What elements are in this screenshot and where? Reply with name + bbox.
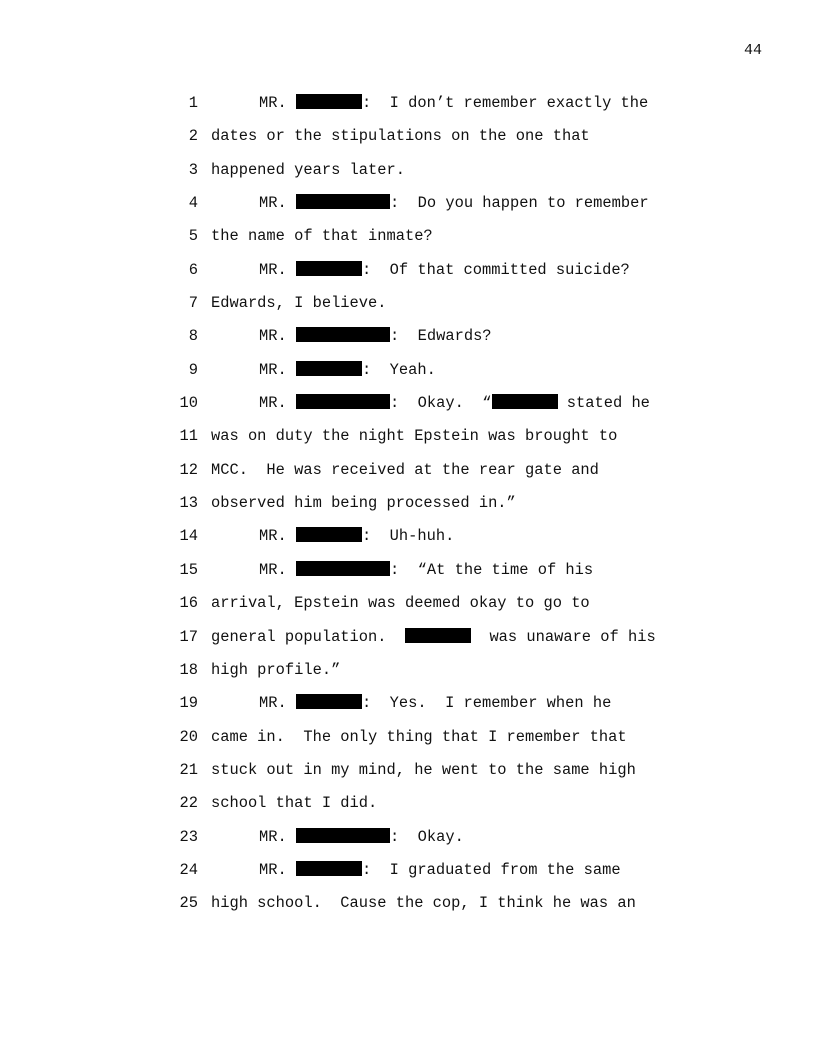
line-number: 5 bbox=[188, 227, 198, 246]
line-text bbox=[211, 792, 377, 814]
text-segment: : Yes. I remember when he bbox=[361, 694, 612, 713]
text-segment: : Do you happen to remember bbox=[389, 194, 649, 213]
text-segment: MR. bbox=[259, 327, 296, 346]
line-number: 14 bbox=[179, 527, 198, 546]
page-number: 44 bbox=[743, 42, 762, 59]
line-text bbox=[211, 292, 386, 314]
line-text bbox=[211, 225, 433, 247]
transcript-line bbox=[0, 592, 816, 625]
text-segment: school that I did. bbox=[211, 794, 378, 813]
line-number: 18 bbox=[179, 660, 198, 679]
text-segment: : Okay. bbox=[389, 827, 464, 846]
text-segment: high profile.” bbox=[211, 660, 341, 679]
transcript-line bbox=[0, 159, 816, 192]
text-segment: MR. bbox=[259, 860, 296, 879]
transcript-line bbox=[0, 759, 816, 792]
text-segment: stuck out in my mind, he went to the same high bbox=[211, 760, 636, 779]
line-text bbox=[211, 759, 636, 781]
line-number: 24 bbox=[179, 860, 198, 879]
text-segment: : Okay. “ bbox=[389, 394, 492, 413]
line-number: 19 bbox=[179, 694, 198, 713]
text-segment: MCC. He was received at the rear gate and bbox=[211, 460, 599, 479]
redaction-box bbox=[405, 628, 471, 643]
redaction-box bbox=[296, 194, 390, 209]
transcript-line bbox=[0, 525, 816, 558]
text-segment: : I don’t remember exactly the bbox=[361, 94, 649, 112]
line-text bbox=[211, 659, 340, 681]
text-segment: MR. bbox=[259, 527, 296, 546]
redaction-box bbox=[296, 94, 362, 109]
line-text bbox=[211, 425, 617, 447]
text-segment: high school. Cause the cop, I think he was an bbox=[211, 894, 636, 913]
line-number: 11 bbox=[179, 427, 198, 446]
transcript-line bbox=[0, 425, 816, 458]
transcript-body bbox=[0, 92, 816, 926]
line-text bbox=[211, 892, 636, 914]
redaction-box bbox=[492, 394, 558, 409]
transcript-line bbox=[0, 359, 816, 392]
transcript-line bbox=[0, 459, 816, 492]
redaction-box bbox=[296, 527, 362, 542]
text-segment: : Edwards? bbox=[389, 327, 492, 346]
line-text bbox=[211, 159, 405, 181]
line-text bbox=[259, 525, 454, 547]
line-text bbox=[211, 459, 599, 481]
line-number: 10 bbox=[179, 394, 198, 413]
text-segment: Edwards, I believe. bbox=[211, 294, 387, 313]
line-text bbox=[259, 192, 649, 214]
line-text bbox=[259, 392, 650, 414]
line-text bbox=[211, 726, 627, 748]
transcript-line bbox=[0, 259, 816, 292]
text-segment: MR. bbox=[259, 360, 296, 379]
transcript-line bbox=[0, 325, 816, 358]
text-segment: general population. bbox=[211, 627, 405, 646]
line-text bbox=[211, 492, 516, 514]
line-number: 13 bbox=[179, 494, 198, 513]
line-number: 9 bbox=[188, 360, 198, 379]
transcript-line bbox=[0, 125, 816, 158]
transcript-line bbox=[0, 826, 816, 859]
line-number: 22 bbox=[179, 794, 198, 813]
line-number: 3 bbox=[188, 160, 198, 179]
redaction-box bbox=[296, 327, 390, 342]
text-segment: MR. bbox=[259, 260, 296, 279]
text-segment: observed him being processed in.” bbox=[211, 494, 516, 513]
text-segment: MR. bbox=[259, 694, 296, 713]
transcript-line bbox=[0, 559, 816, 592]
line-number: 7 bbox=[188, 294, 198, 313]
transcript-line bbox=[0, 192, 816, 225]
text-segment: MR. bbox=[259, 194, 296, 213]
line-text bbox=[211, 592, 590, 614]
line-text bbox=[259, 92, 648, 114]
line-number: 1 bbox=[188, 94, 198, 112]
text-segment: was on duty the night Epstein was brought to bbox=[211, 427, 618, 446]
line-number: 17 bbox=[179, 627, 198, 646]
text-segment: dates or the stipulations on the one that bbox=[211, 127, 590, 146]
text-segment: : Of that committed suicide? bbox=[361, 260, 630, 279]
line-number: 6 bbox=[188, 260, 198, 279]
transcript-line bbox=[0, 92, 816, 125]
redaction-box bbox=[296, 361, 362, 376]
text-segment: MR. bbox=[259, 560, 296, 579]
line-number: 25 bbox=[179, 894, 198, 913]
transcript-line bbox=[0, 726, 816, 759]
line-number: 8 bbox=[188, 327, 198, 346]
line-number: 21 bbox=[179, 760, 198, 779]
line-number: 23 bbox=[179, 827, 198, 846]
transcript-line bbox=[0, 292, 816, 325]
line-text bbox=[211, 125, 590, 147]
transcript-line bbox=[0, 492, 816, 525]
redaction-box bbox=[296, 261, 362, 276]
line-number: 2 bbox=[188, 127, 198, 146]
line-number: 20 bbox=[179, 727, 198, 746]
line-text bbox=[211, 626, 656, 648]
line-text bbox=[259, 559, 593, 581]
text-segment: the name of that inmate? bbox=[211, 227, 433, 246]
line-number: 4 bbox=[188, 194, 198, 213]
redaction-box bbox=[296, 561, 390, 576]
transcript-line bbox=[0, 792, 816, 825]
text-segment: was unaware of his bbox=[470, 627, 656, 646]
transcript-line bbox=[0, 392, 816, 425]
text-segment: : “At the time of his bbox=[389, 560, 594, 579]
text-segment: stated he bbox=[557, 394, 650, 413]
transcript-line bbox=[0, 626, 816, 659]
text-segment: MR. bbox=[259, 94, 296, 112]
line-number: 16 bbox=[179, 594, 198, 613]
redaction-box bbox=[296, 694, 362, 709]
transcript-line bbox=[0, 225, 816, 258]
line-text bbox=[259, 692, 611, 714]
transcript-line bbox=[0, 892, 816, 925]
transcript-line bbox=[0, 692, 816, 725]
redaction-box bbox=[296, 828, 390, 843]
text-segment: MR. bbox=[259, 394, 296, 413]
redaction-box bbox=[296, 861, 362, 876]
line-text bbox=[259, 259, 630, 281]
text-segment: came in. The only thing that I remember that bbox=[211, 727, 627, 746]
text-segment: happened years later. bbox=[211, 160, 405, 179]
transcript-line bbox=[0, 659, 816, 692]
line-number: 15 bbox=[179, 560, 198, 579]
line-text bbox=[259, 325, 492, 347]
line-text bbox=[259, 826, 464, 848]
text-segment: : Yeah. bbox=[361, 360, 436, 379]
text-segment: : Uh-huh. bbox=[361, 527, 455, 546]
transcript-line bbox=[0, 859, 816, 892]
line-number: 12 bbox=[179, 460, 198, 479]
text-segment: arrival, Epstein was deemed okay to go to bbox=[211, 594, 590, 613]
text-segment: MR. bbox=[259, 827, 296, 846]
redaction-box bbox=[296, 394, 390, 409]
text-segment: : I graduated from the same bbox=[361, 860, 621, 879]
line-text bbox=[259, 859, 621, 881]
line-text bbox=[259, 359, 436, 381]
